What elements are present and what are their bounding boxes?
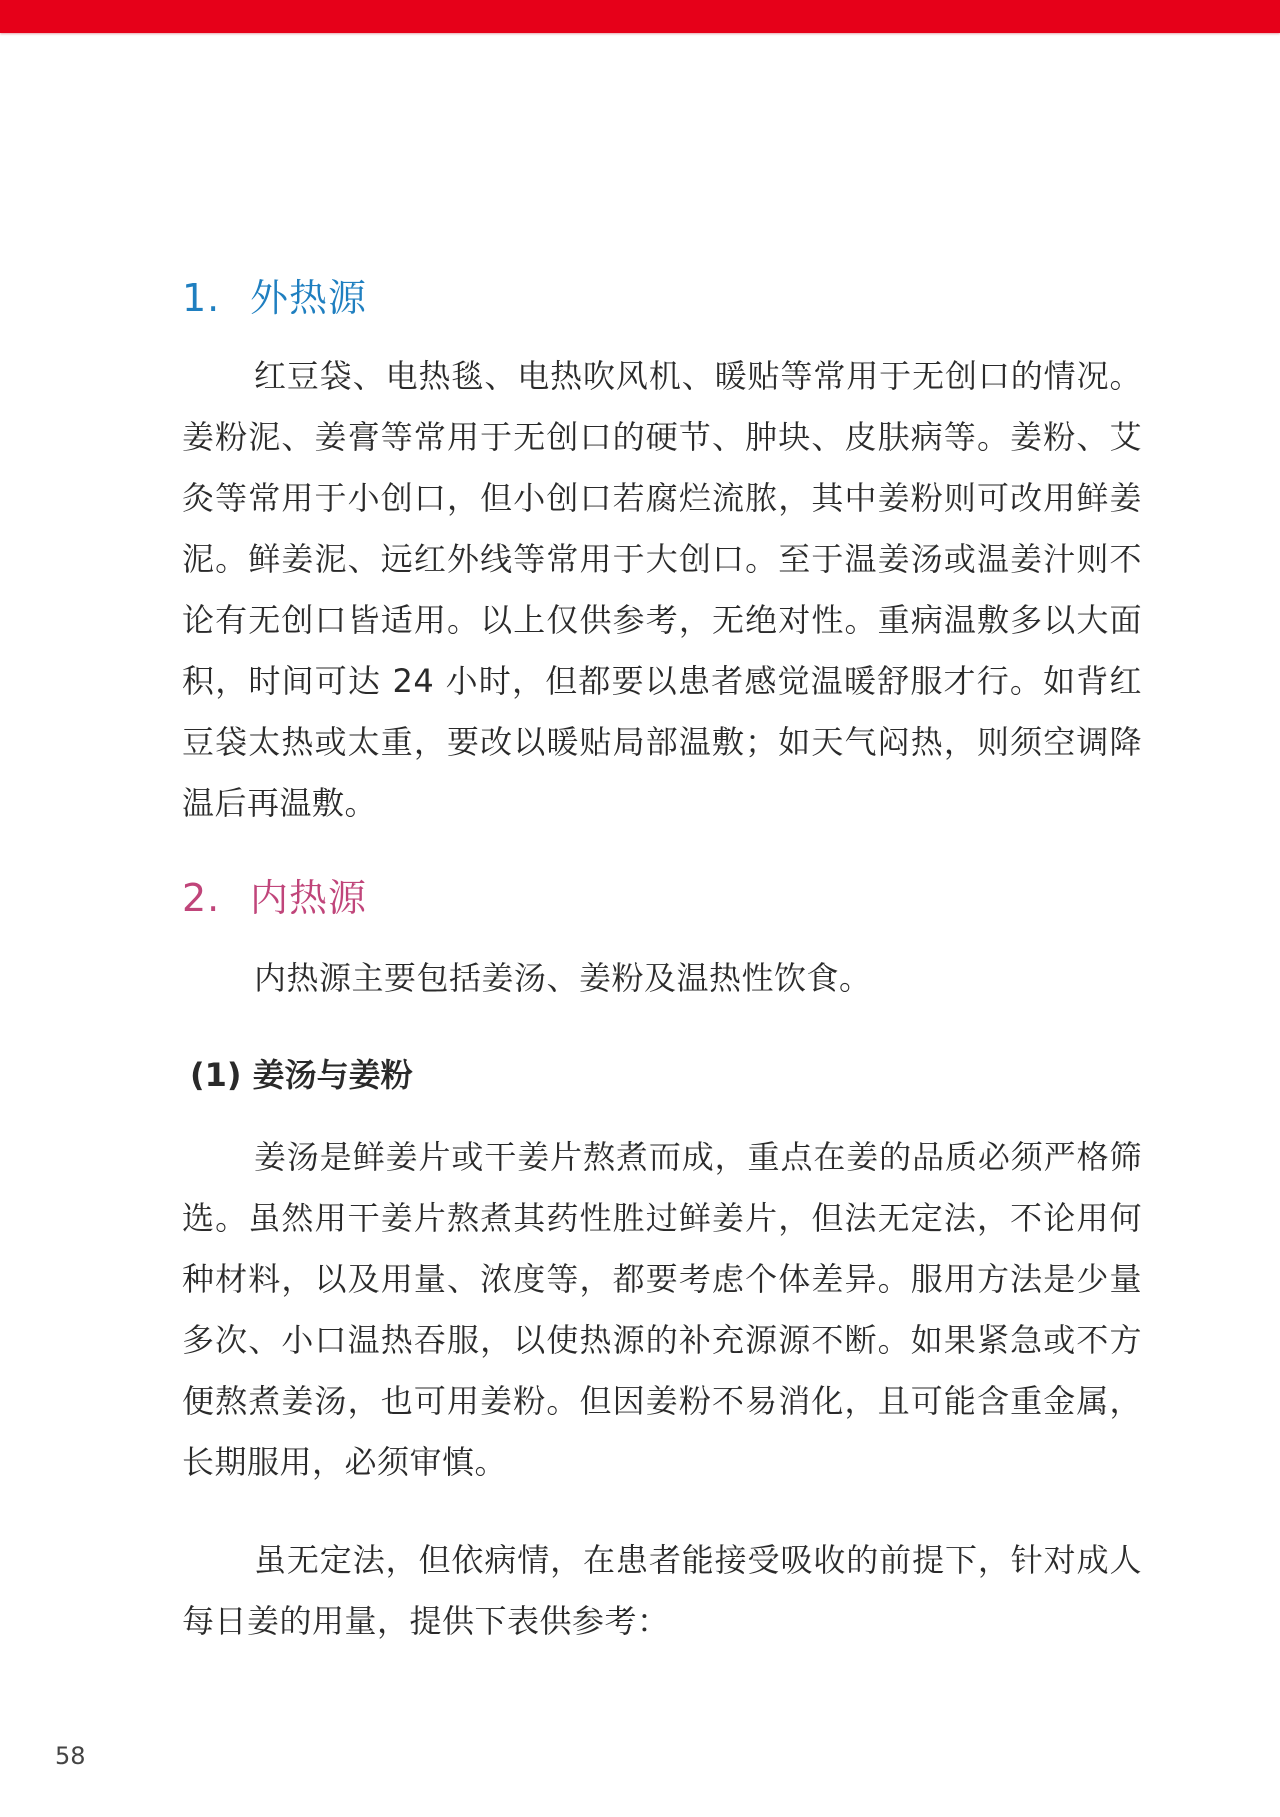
subsection-heading-ginger-soup: (1) 姜汤与姜粉: [190, 1056, 413, 1094]
ginger-dosage-paragraph: 虽无定法，但依病情，在患者能接受吸收的前提下，针对成人每日姜的用量，提供下表供参考：: [182, 1541, 1142, 1640]
internal-heat-intro: 内热源主要包括姜汤、姜粉及温热性饮食。: [254, 959, 872, 997]
section-heading-internal-heat: [182, 870, 367, 926]
page-number: 58: [55, 1742, 86, 1770]
external-heat-paragraph: 红豆袋、电热毯、电热吹风机、暖贴等常用于无创口的情况。姜粉泥、姜膏等常用于无创口的硬节、肿块、皮肤病等。姜粉、艾灸等常用于小创口，但小创口若腐烂流脓，其中姜粉则可改用鲜姜泥。鲜姜泥、远红外线等常用于大创口。至于温姜汤或温姜汁则不论有无创口皆适用。以上仅供参考，无绝对性。重病温敷多以大面积，时间可达 24 小时，但都要以患者感觉温暖舒服才行。如背红豆袋太热或太重，要改以暖贴局部温敷；如天气闷热，则须空调降温后再温敷。: [182, 357, 1142, 822]
page-content: [182, 270, 1142, 1640]
section-heading-external-heat: [182, 270, 1142, 326]
top-color-bar: [0, 0, 1280, 33]
ginger-soup-paragraph: 姜汤是鲜姜片或干姜片熬煮而成，重点在姜的品质必须严格筛选。虽然用干姜片熬煮其药性胜过鲜姜片，但法无定法，不论用何种材料，以及用量、浓度等，都要考虑个体差异。服用方法是少量多次、小口温热吞服，以使热源的补充源源不断。如果紧急或不方便熬煮姜汤，也可用姜粉。但因姜粉不易消化，且可能含重金属，长期服用，必须审慎。: [182, 1138, 1142, 1481]
section-number: 2.: [182, 876, 221, 920]
section-title: 外热源: [250, 276, 368, 320]
section-title: 内热源: [250, 876, 368, 920]
section-number: 1.: [182, 276, 221, 320]
